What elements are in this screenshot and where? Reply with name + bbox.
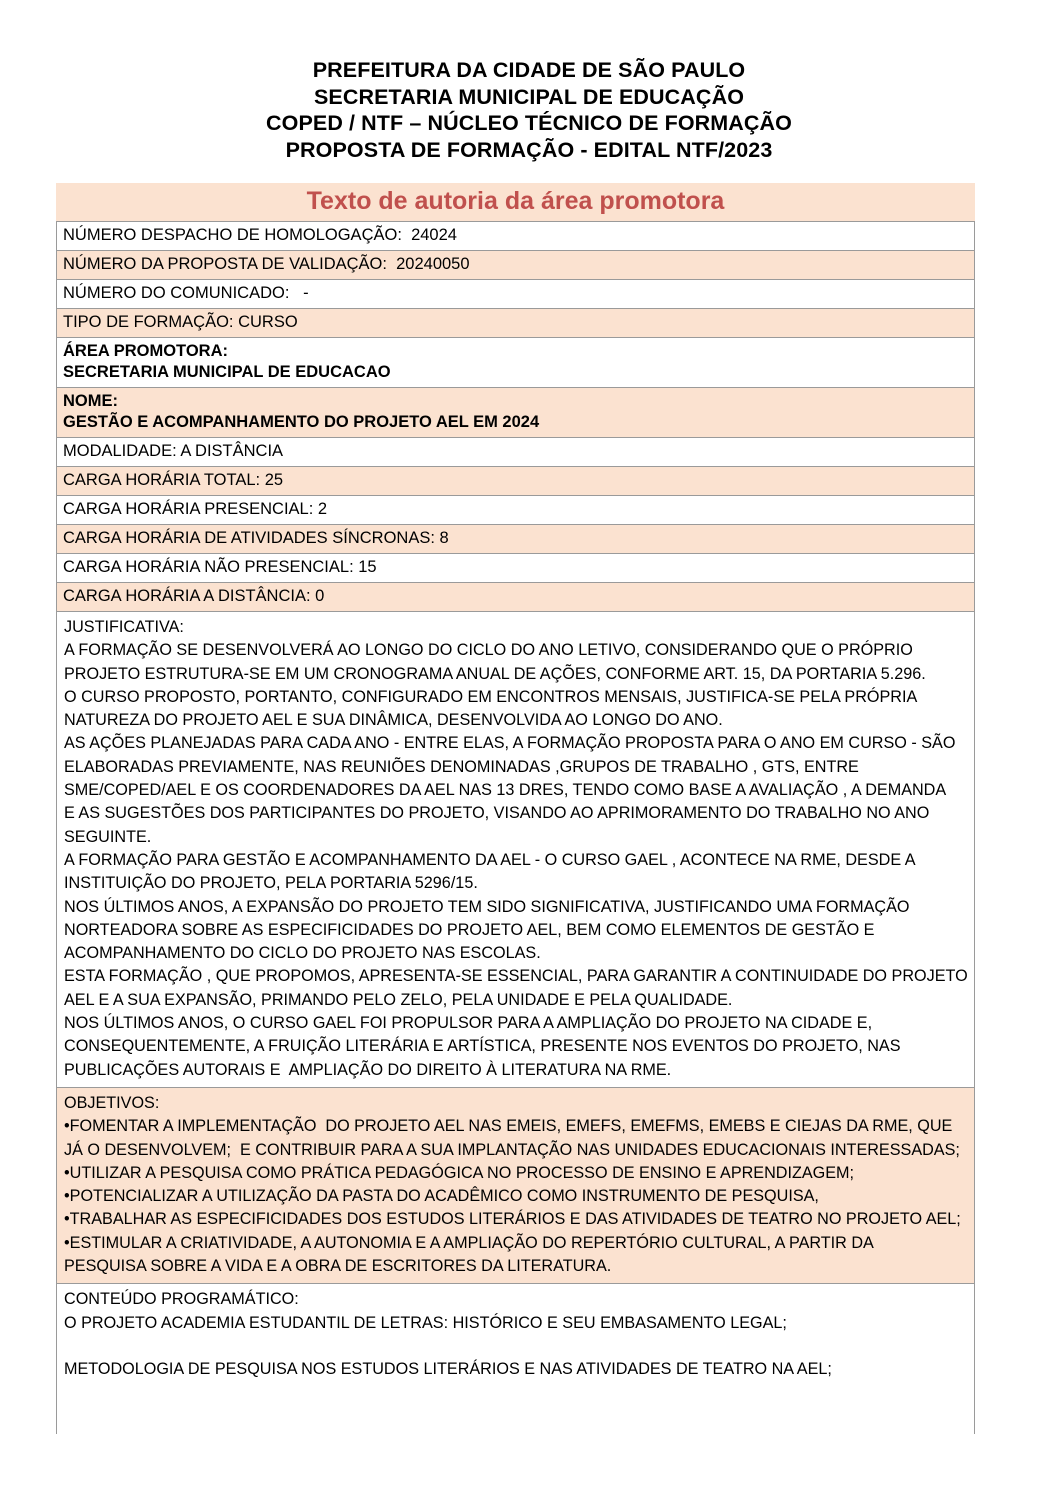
row-line: NOS ÚLTIMOS ANOS, O CURSO GAEL FOI PROPULSOR PARA A AMPLIAÇÃO DO PROJETO NA CIDADE E, — [64, 1014, 873, 1033]
row-line: NATUREZA DO PROJETO AEL E SUA DINÂMICA, DESENVOLVIDA AO LONGO DO ANO. — [64, 711, 723, 730]
row-line: NOME: — [63, 392, 118, 410]
row-line: E AS SUGESTÕES DOS PARTICIPANTES DO PROJETO, VISANDO AO APRIMORAMENTO DO TRABALHO NO ANO — [64, 804, 930, 823]
table-row-area-promotora — [56, 338, 975, 388]
row-line: CARGA HORÁRIA PRESENCIAL: 2 — [63, 500, 328, 518]
table-row-tipo-de-formacao — [56, 309, 975, 338]
row-line: ÁREA PROMOTORA: — [63, 342, 228, 360]
row-line: •POTENCIALIZAR A UTILIZAÇÃO DA PASTA DO ACADÊMICO COMO INSTRUMENTO DE PESQUISA, — [64, 1187, 819, 1206]
row-line: A FORMAÇÃO SE DESENVOLVERÁ AO LONGO DO CICLO DO ANO LETIVO, CONSIDERANDO QUE O PRÓPRIO — [64, 641, 913, 660]
row-line: CONTEÚDO PROGRAMÁTICO: — [64, 1290, 299, 1309]
table-row-numero-proposta-validacao — [56, 251, 975, 280]
document-header — [0, 0, 1058, 163]
row-line: •TRABALHAR AS ESPECIFICIDADES DOS ESTUDOS LITERÁRIOS E DAS ATIVIDADES DE TEATRO NO PROJETO AEL; — [64, 1210, 961, 1229]
row-line: SEGUINTE. — [64, 827, 152, 846]
row-line: NÚMERO DO COMUNICADO: - — [63, 284, 309, 302]
table-row-carga-horaria-presencial — [56, 496, 975, 525]
header-line-1: PREFEITURA DA CIDADE DE SÃO PAULO — [312, 58, 746, 82]
row-line: TIPO DE FORMAÇÃO: CURSO — [63, 313, 298, 331]
row-line: GESTÃO E ACOMPANHAMENTO DO PROJETO AEL EM 2024 — [63, 413, 540, 431]
row-line: PROJETO ESTRUTURA-SE EM UM CRONOGRAMA ANUAL DE AÇÕES, CONFORME ART. 15, DA PORTARIA 5.296. — [64, 664, 926, 683]
table-rows — [56, 221, 975, 1434]
row-line: CARGA HORÁRIA TOTAL: 25 — [63, 471, 284, 489]
row-line: SECRETARIA MUNICIPAL DE EDUCACAO — [63, 363, 391, 381]
row-line: PUBLICAÇÕES AUTORAIS E AMPLIAÇÃO DO DIREITO À LITERATURA NA RME. — [64, 1060, 672, 1079]
table-row-numero-despacho-homologacao — [56, 221, 975, 251]
row-line: NÚMERO DESPACHO DE HOMOLOGAÇÃO: 24024 — [63, 226, 457, 244]
table-row-justificativa — [56, 612, 975, 1088]
row-line: NÚMERO DA PROPOSTA DE VALIDAÇÃO: 20240050 — [63, 255, 470, 273]
row-line: INSTITUIÇÃO DO PROJETO, PELA PORTARIA 5296/15. — [64, 874, 478, 893]
proposal-table — [56, 183, 975, 1434]
table-row-carga-horaria-nao-presencial — [56, 554, 975, 583]
table-row-conteudo-programatico — [56, 1284, 975, 1434]
table-row-numero-comunicado — [56, 280, 975, 309]
table-row-modalidade — [56, 438, 975, 467]
row-line: PESQUISA SOBRE A VIDA E A OBRA DE ESCRITORES DA LITERATURA. — [64, 1257, 612, 1276]
header-line-2: SECRETARIA MUNICIPAL DE EDUCAÇÃO — [313, 84, 745, 109]
row-line: CONSEQUENTEMENTE, A FRUIÇÃO LITERÁRIA E ARTÍSTICA, PRESENTE NOS EVENTOS DO PROJETO, NAS — [64, 1037, 901, 1056]
table-row-nome — [56, 388, 975, 438]
row-line: A FORMAÇÃO PARA GESTÃO E ACOMPANHAMENTO DA AEL - O CURSO GAEL , ACONTECE NA RME, DESDE A — [64, 850, 916, 869]
row-line: CARGA HORÁRIA DE ATIVIDADES SÍNCRONAS: 8 — [63, 529, 449, 547]
row-line: ACOMPANHAMENTO DO CICLO DO PROJETO NAS ESCOLAS. — [64, 944, 541, 963]
table-row-objetivos — [56, 1088, 975, 1284]
row-line: •FOMENTAR A IMPLEMENTAÇÃO DO PROJETO AEL NAS EMEIS, EMEFS, EMEFMS, EMEBS E CIEJAS DA RME, QUE — [64, 1117, 953, 1136]
row-line: OBJETIVOS: — [64, 1093, 160, 1112]
row-line: METODOLOGIA DE PESQUISA NOS ESTUDOS LITERÁRIOS E NAS ATIVIDADES DE TEATRO NA AEL; — [64, 1360, 832, 1379]
row-line: •ESTIMULAR A CRIATIVIDADE, A AUTONOMIA E A AMPLIAÇÃO DO REPERTÓRIO CULTURAL, A PARTIR DA — [64, 1233, 874, 1252]
section-title-banner: Texto de autoria da área promotora — [56, 183, 975, 221]
row-line: CARGA HORÁRIA NÃO PRESENCIAL: 15 — [63, 558, 377, 576]
row-line: •UTILIZAR A PESQUISA COMO PRÁTICA PEDAGÓGICA NO PROCESSO DE ENSINO E APRENDIZAGEM; — [64, 1163, 855, 1182]
header-line-4: PROPOSTA DE FORMAÇÃO - EDITAL NTF/2023 — [285, 137, 773, 162]
row-line: JUSTIFICATIVA: — [64, 618, 184, 636]
row-line: AEL E A SUA EXPANSÃO, PRIMANDO PELO ZELO, PELA UNIDADE E PELA QUALIDADE. — [64, 990, 733, 1009]
table-row-carga-horaria-total — [56, 467, 975, 496]
table-row-carga-horaria-atividades-sincronas — [56, 525, 975, 554]
header-line-3: COPED / NTF – NÚCLEO TÉCNICO DE FORMAÇÃO — [266, 111, 792, 135]
row-line: NOS ÚLTIMOS ANOS, A EXPANSÃO DO PROJETO TEM SIDO SIGNIFICATIVA, JUSTIFICANDO UMA FORMAÇÃO — [64, 897, 910, 916]
row-line: SME/COPED/AEL E OS COORDENADORES DA AEL NAS 13 DRES, TENDO COMO BASE A AVALIAÇÃO , A DEMANDA — [64, 781, 947, 800]
row-line: NORTEADORA SOBRE AS ESPECIFICIDADES DO PROJETO AEL, BEM COMO ELEMENTOS DE GESTÃO E — [64, 920, 875, 939]
row-line — [64, 1335, 968, 1358]
row-line: MODALIDADE: A DISTÂNCIA — [63, 442, 284, 460]
row-line: AS AÇÕES PLANEJADAS PARA CADA ANO - ENTRE ELAS, A FORMAÇÃO PROPOSTA PARA O ANO EM CURSO - SÃO — [64, 734, 956, 753]
row-line: CARGA HORÁRIA A DISTÂNCIA: 0 — [63, 587, 325, 605]
table-row-carga-horaria-a-distancia — [56, 583, 975, 612]
row-line: JÁ O DESENVOLVEM; E CONTRIBUIR PARA A SUA IMPLANTAÇÃO NAS UNIDADES EDUCACIONAIS INTERESSADAS; — [64, 1140, 960, 1159]
row-line: ESTA FORMAÇÃO , QUE PROPOMOS, APRESENTA-SE ESSENCIAL, PARA GARANTIR A CONTINUIDADE DO PROJETO — [64, 967, 968, 986]
row-line: ELABORADAS PREVIAMENTE, NAS REUNIÕES DENOMINADAS ,GRUPOS DE TRABALHO , GTS, ENTRE — [64, 757, 859, 776]
row-line: O PROJETO ACADEMIA ESTUDANTIL DE LETRAS: HISTÓRICO E SEU EMBASAMENTO LEGAL; — [64, 1313, 787, 1332]
row-line: O CURSO PROPOSTO, PORTANTO, CONFIGURADO EM ENCONTROS MENSAIS, JUSTIFICA-SE PELA PRÓPRIA — [64, 687, 918, 706]
